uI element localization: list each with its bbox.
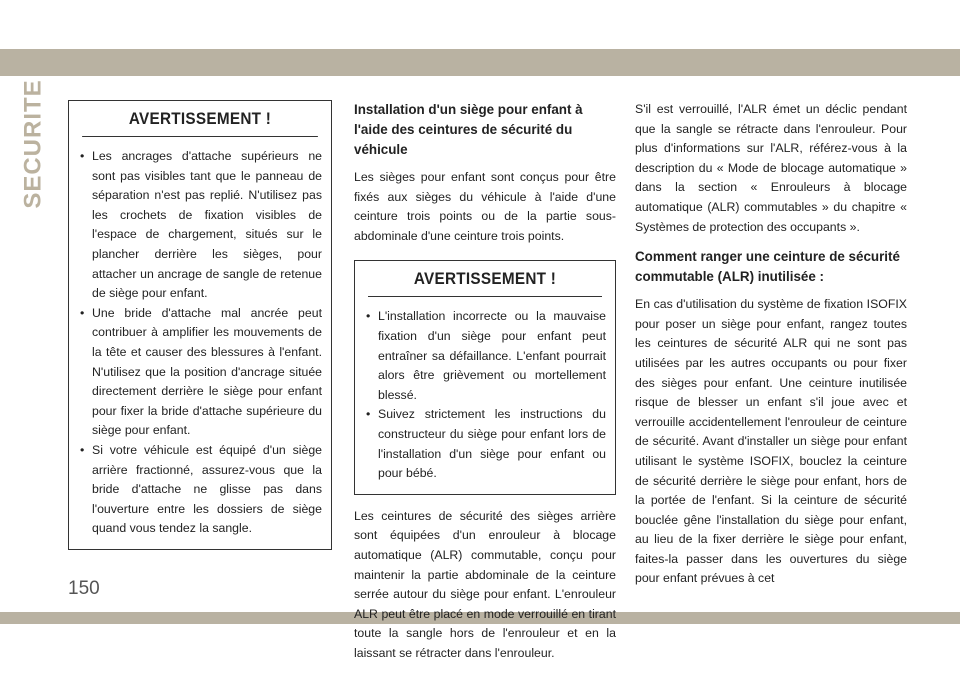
page-number: 150: [68, 578, 100, 599]
warning-box-1: [68, 100, 332, 550]
column-3: [635, 100, 907, 599]
section-tab: [20, 79, 48, 209]
section-heading: Installation d'un siège pour enfant à l'aide des ceintures de sécurité du véhicule: [354, 102, 583, 157]
body-paragraph: Les ceintures de sécurité des sièges arrière sont équipées d'un enrouleur à blocage automatique (ALR) commutable, conçu pour maintenir la partie abdominale de la ceinture serrée autour du siège pour enfant. L'enrouleur ALR peut être placé en mode verrouillé en tirant toute la sangle hors de l'enrouleur et en la laissant se rétracter dans l'enrouleur.: [354, 508, 616, 660]
intro-paragraph: S'il est verrouillé, l'ALR émet un déclic pendant que la sangle se rétracte dans l'enrouleur. Pour plus d'informations sur l'ALR, référez-vous à la description du « Mode de blocage automatique » dans la section « Enrouleurs à blocage automatique (ALR) commutables » du chapitre « Systèmes de protection des occupants ».: [635, 102, 907, 234]
warning-title-2: AVERTISSEMENT !: [368, 261, 602, 297]
body-paragraph: En cas d'utilisation du système de fixation ISOFIX pour poser un siège pour enfant, rangez toutes les ceintures de sécurité ALR qui ne sont pas utilisées par les autres occupants ou pour fixer des sièges pour enfant. Une ceinture inutilisée risque de blesser un enfant s'il joue avec et verrouille accidentellement l'enrouleur de ceinture de sécurité. Avant d'installer un siège pour enfant utilisant le système ISOFIX, bouclez la ceinture de sécurité derrière le siège pour enfant, hors de la portée de l'enfant. Si la ceinture de sécurité bouclée gêne l'installation du siège pour enfant, au lieu de la fixer derrière le siège pour enfant, faites-la passer dans les ouvertures du siège pour enfant prévues à cet: [635, 297, 907, 586]
header-band: [0, 49, 960, 76]
warning-list-1: [78, 147, 322, 539]
warning-item: • Si votre véhicule est équipé d'un siège arrière fractionné, assurez-vous que la bride d'attache ne glisse pas dans l'ouverture entre les dossiers de siège quand vous tendez la sangle.: [78, 441, 322, 539]
warning-item: • Suivez strictement les instructions du constructeur du siège pour enfant lors de l'installation d'un siège pour enfant ou pour bébé.: [364, 405, 606, 483]
warning-box-2: [354, 260, 616, 494]
warning-item: • Les ancrages d'attache supérieurs ne sont pas visibles tant que le panneau de séparation n'est pas replié. N'utilisez pas les crochets de fixation visibles de l'espace de chargement, situés sur le plancher derrière les sièges, pour attacher un ancrage de sangle de retenue de siège pour enfant.: [78, 147, 322, 304]
warning-item: • Une bride d'attache mal ancrée peut contribuer à amplifier les mouvements de la tête et causer des blessures à l'enfant. N'utilisez que la position d'ancrage située directement derrière le siège pour enfant pour fixer la bride d'attache supérieure du siège pour enfant.: [78, 304, 322, 441]
column-1: [68, 100, 332, 550]
warning-title-1: AVERTISSEMENT !: [82, 101, 318, 137]
section-heading: Comment ranger une ceinture de sécurité commutable (ALR) inutilisée :: [635, 249, 900, 285]
section-tab-label: SECURITE: [20, 79, 48, 209]
warning-item: • L'installation incorrecte ou la mauvaise fixation d'un siège pour enfant peut entraîner sa défaillance. L'enfant pourrait alors être grièvement ou mortellement blessé.: [364, 307, 606, 405]
intro-paragraph: Les sièges pour enfant sont conçus pour être fixés aux sièges du véhicule à l'aide d'une ceinture trois points ou de la partie sous-abdominale d'une ceinture trois points.: [354, 170, 616, 243]
warning-list-2: [364, 307, 606, 483]
column-2: [354, 100, 616, 673]
